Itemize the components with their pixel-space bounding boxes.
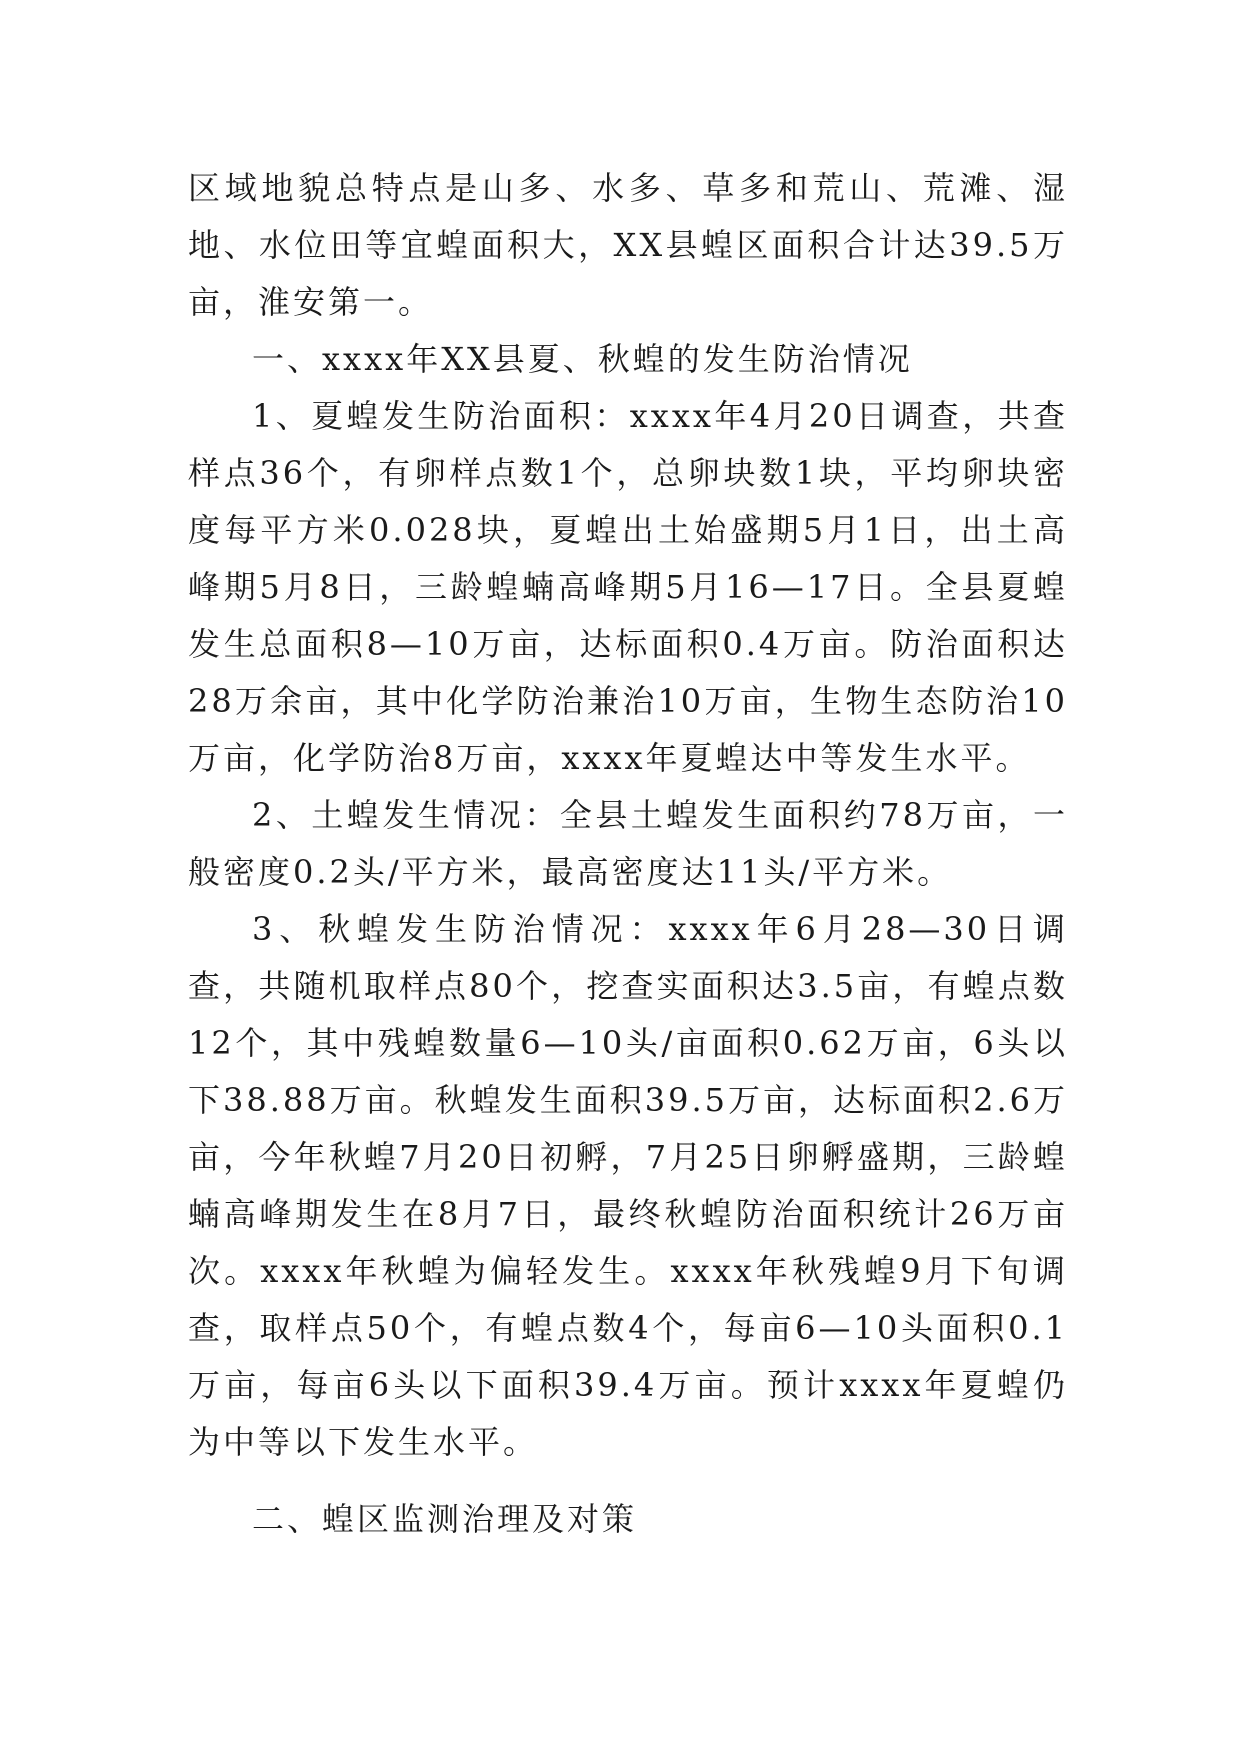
paragraph-continuation: 区域地貌总特点是山多、水多、草多和荒山、荒滩、湿地、水位田等宜蝗面积大，XX县蝗区面积合计达39.5万亩，淮安第一。 [188,169,1068,321]
paragraph-autumn-locust: 3、秋蝗发生防治情况：xxxx年6月28—30日调查，共随机取样点80个，挖查实面积达3.5亩，有蝗点数12个，其中残蝗数量6—10头/亩面积0.62万亩，6头以下38.88万亩。秋蝗发生面积39.5万亩，达标面积2.6万亩，今年秋蝗7月20日初孵，7月25日卵孵盛期，三龄蝗蝻高峰期发生在8月7日，最终秋蝗防治面积统计26万亩次。xxxx年秋蝗为偏轻发生。xxxx年秋残蝗9月下旬调查，取样点50个，有蝗点数4个，每亩6—10头面积0.1万亩，每亩6头以下面积39.4万亩。预计xxxx年夏蝗仍为中等以下发生水平。 [188,910,1068,1461]
document-body [188,160,1068,1548]
paragraph-summer-locust: 1、夏蝗发生防治面积：xxxx年4月20日调查，共查样点36个，有卵样点数1个，总卵块数1块，平均卵块密度每平方米0.028块，夏蝗出土始盛期5月1日，出土高峰期5月8日，三龄蝗蝻高峰期5月16—17日。全县夏蝗发生总面积8—10万亩，达标面积0.4万亩。防治面积达28万余亩，其中化学防治兼治10万亩，生物生态防治10万亩，化学防治8万亩，xxxx年夏蝗达中等发生水平。 [188,397,1068,777]
section-heading-1: 一、xxxx年XX县夏、秋蝗的发生防治情况 [252,340,913,378]
section-heading-2: 二、蝗区监测治理及对策 [252,1500,638,1538]
paragraph-soil-locust: 2、土蝗发生情况：全县土蝗发生面积约78万亩，一般密度0.2头/平方米，最高密度达11头/平方米。 [188,796,1068,891]
